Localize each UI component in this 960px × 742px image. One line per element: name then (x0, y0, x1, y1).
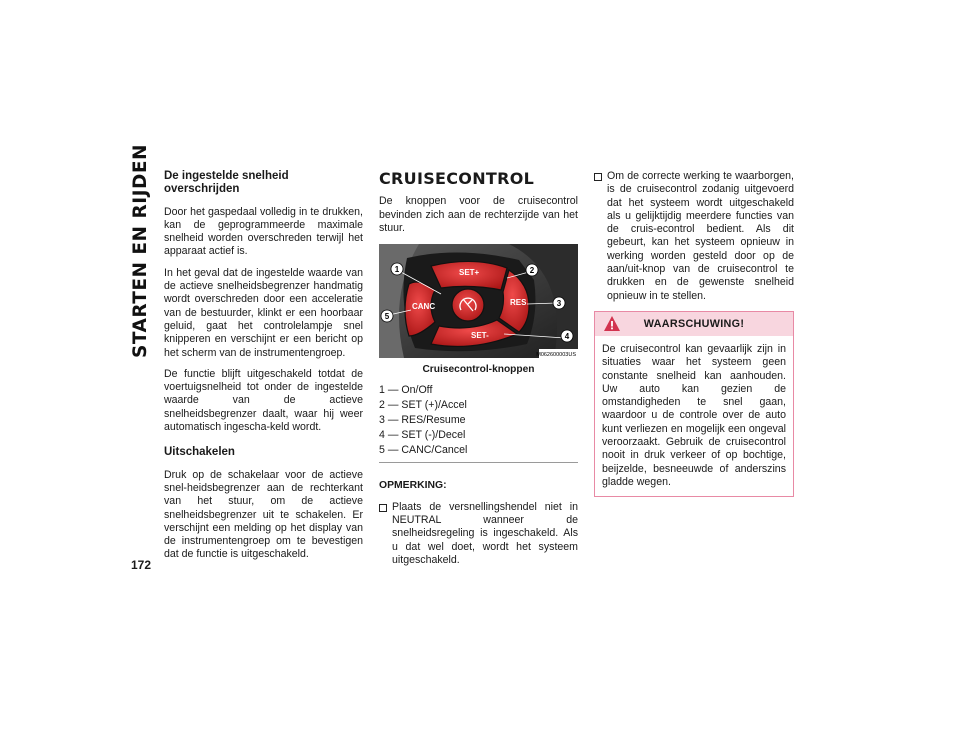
legend-item: 1 — On/Off (379, 384, 433, 397)
steering-wheel-buttons-illustration (379, 244, 578, 358)
set-minus-label: SET- (471, 331, 489, 341)
warning-header (595, 312, 793, 336)
legend-item: 2 — SET (+)/Accel (379, 399, 467, 412)
paragraph: Druk op de schakelaar voor de actieve snel-heidsbegrenzer aan de rechterkant van het stuur, om de actieve snelheidsbegrenzer uit te schakelen. Er verschijnt een melding op het display van de instrumentengroep om te bevestigen dat de functie is uitgeschakeld. (164, 468, 363, 561)
warning-triangle-icon (603, 315, 621, 332)
heading-disable: Uitschakelen (164, 446, 235, 459)
callout-2: 2 (529, 266, 535, 276)
callout-5: 5 (384, 312, 390, 322)
figure-code: M062600003US (536, 352, 576, 359)
figure-caption: Cruisecontrol-knoppen (422, 364, 535, 376)
note-bullet-text: Plaats de versnellingshendel niet in NEUTRAL wanneer de snelheidsregeling is ingeschakeld. Als u dat wel doet, wordt het systeem uitgeschakeld. (392, 500, 578, 566)
note-heading: OPMERKING: (379, 480, 447, 492)
callout-3: 3 (556, 299, 562, 309)
res-label: RES (510, 298, 527, 308)
legend-item: 5 — CANC/Cancel (379, 444, 468, 457)
section-side-tab (128, 144, 160, 578)
warning-box (594, 311, 794, 497)
section-title: CRUISECONTROL (379, 169, 535, 188)
divider (379, 462, 578, 463)
bullet-text: Om de correcte werking te waarborgen, is de cruisecontrol zodanig uitgevoerd dat het systeem wordt uitgeschakeld als u gelijktijdig meerdere functies van de cruis-econtrol bedient. Als dit gebeurt, kan het systeem opnieuw in werking worden gesteld door op de aan/uit-knop van de cruisecontrol te drukken en de gewenste snelheid opnieuw in te stellen. (607, 170, 794, 302)
callout-1: 1 (394, 265, 400, 275)
canc-label: CANC (412, 302, 436, 312)
column-left (164, 170, 363, 570)
legend-item: 3 — RES/Resume (379, 414, 466, 427)
column-middle (379, 169, 578, 575)
bullet-box-icon (379, 504, 387, 512)
paragraph: Door het gaspedaal volledig in te drukken, kan de geprogrammeerde maximale snelheid worden overschreden terwijl het apparaat actief is. (164, 205, 363, 258)
heading-exceed-speed: De ingestelde snelheid overschrijden (164, 170, 289, 196)
legend-item: 4 — SET (-)/Decel (379, 429, 466, 442)
callout-4: 4 (564, 332, 570, 342)
note-bullet (379, 501, 578, 567)
paragraph: In het geval dat de ingestelde waarde van de actieve snelheidsbegrenzer handmatig wordt overschreden door een acceleratie van de bestuurder, klinkt er een hoorbaar geluid, gaat het controlelampje snel knipperen en verschijnt er een bericht op het scherm van de instrumentengroep. (164, 266, 363, 359)
paragraph: De functie blijft uitgeschakeld totdat de voertuigsnelheid tot onder de ingestelde waarde van de actieve snelheidsbegrenzer daalt, waar hij weer automatisch ingescha-keld wordt. (164, 367, 363, 434)
section-title-vertical: STARTEN EN RIJDEN (130, 144, 151, 358)
set-plus-label: SET+ (459, 268, 480, 278)
warning-title: WAARSCHUWING! (643, 317, 745, 330)
bullet-item (594, 170, 794, 303)
column-right (594, 170, 794, 497)
warning-body (595, 336, 793, 496)
page-number: 172 (131, 558, 152, 572)
intro-paragraph: De knoppen voor de cruisecontrol bevinden zich aan de rechterzijde van het stuur. (379, 195, 578, 234)
bullet-box-icon (594, 173, 602, 181)
cruise-control-buttons-figure (379, 244, 578, 358)
legend-list (379, 383, 578, 458)
warning-text: De cruisecontrol kan gevaarlijk zijn in situaties waar het systeem geen constante snelheid kan aanhouden. Uw auto kan gezien de omstandigheden te snel gaan, waardoor u de controle over de auto kunt verliezen en mogelijk een ongeval veroorzaakt. Gebruik de cruisecontrol nooit in druk verkeer of op bochtige, beijzelde, besneeuwde of anderszins gladde wegen. (602, 342, 786, 488)
